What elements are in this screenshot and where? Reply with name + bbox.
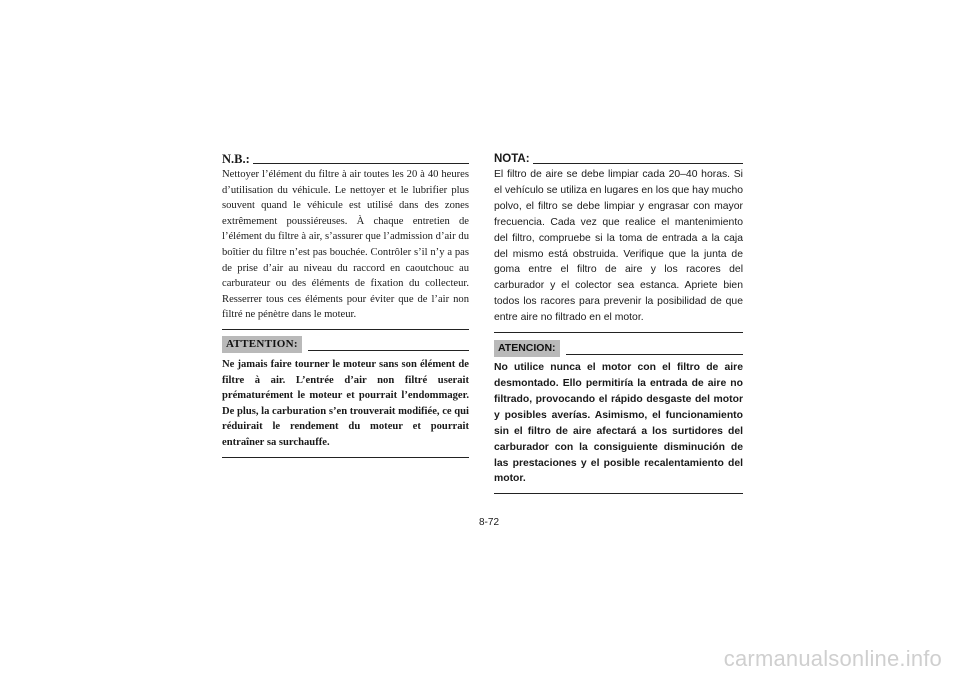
warning-text-fr: Ne jamais faire tourner le moteur sans son élément de filtre à air. L’entrée d’air non filtré userait prématurément le moteur et pourrait l’endommager. De plus, la carburation s’en trouverait modifiée, ce qui réduirait le rendement du moteur et pourrait entraîner sa surchauffe.	[222, 358, 469, 448]
note-heading-rule-es	[533, 163, 743, 164]
watermark: carmanualsonline.info	[723, 646, 942, 671]
french-column	[222, 150, 469, 458]
spanish-column	[494, 150, 743, 494]
note-label-fr: N.B.:	[222, 152, 250, 166]
warning-heading-rule-fr	[308, 350, 469, 351]
warning-text-es: No utilice nunca el motor con el filtro de aire desmontado. Ello permitiría la entrada de aire no filtrado, provocando el rápido desgaste del motor y posibles averías. Asimismo, el funcionamiento sin el filtro de aire afectará a los surtidores del carburador con la consiguiente disminución de las prestaciones y el posible recalentamiento del motor.	[494, 362, 743, 485]
warning-heading-rule-es	[566, 354, 743, 355]
warning-label-es: ATENCION:	[494, 340, 560, 357]
warning-heading-es	[494, 339, 743, 357]
note-end-rule-fr	[222, 329, 469, 330]
note-end-rule-es	[494, 332, 743, 333]
note-heading-fr	[222, 150, 469, 166]
note-heading-es	[494, 150, 743, 166]
warning-heading-fr	[222, 336, 469, 354]
warning-end-rule-fr	[222, 457, 469, 458]
note-heading-rule-fr	[253, 163, 469, 164]
note-text-fr: Nettoyer l’élément du filtre à air toutes les 20 à 40 heures d’utilisation du véhicule. Le nettoyer et le lubrifier plus souvent quand le véhicule est utilisé dans des zones extrêmement poussiéreuses. À chaque entretien de l’élément du filtre à air, s’assurer que l’admission d’air du boîtier du filtre n’est pas bouchée. Contrôler s’il n’y a pas de prise d’air au niveau du raccord en caoutchouc au carburateur ou des éléments de fixation du collecteur. Resserrer tous ces éléments pour éviter que de l’air non filtré ne pénètre dans le moteur.	[222, 169, 469, 321]
warning-label-fr: ATTENTION:	[222, 336, 302, 353]
warning-end-rule-es	[494, 493, 743, 494]
page-number: 8-72	[478, 517, 499, 528]
note-text-es: El filtro de aire se debe limpiar cada 20–40 horas. Si el vehículo se utiliza en lugares en los que hay mucho polvo, el filtro se debe limpiar y engrasar con mayor frecuencia. Cada vez que realice el mantenimiento del filtro, compruebe si la toma de entrada a la caja del mismo está obstruida. Verifique que la junta de goma entre el filtro de aire y los racores del carburador y el colector sea estanca. Apriete bien todos los racores para prevenir la posibilidad de que entre aire no filtrado en el motor.	[494, 169, 743, 324]
note-label-es: NOTA:	[494, 153, 530, 165]
